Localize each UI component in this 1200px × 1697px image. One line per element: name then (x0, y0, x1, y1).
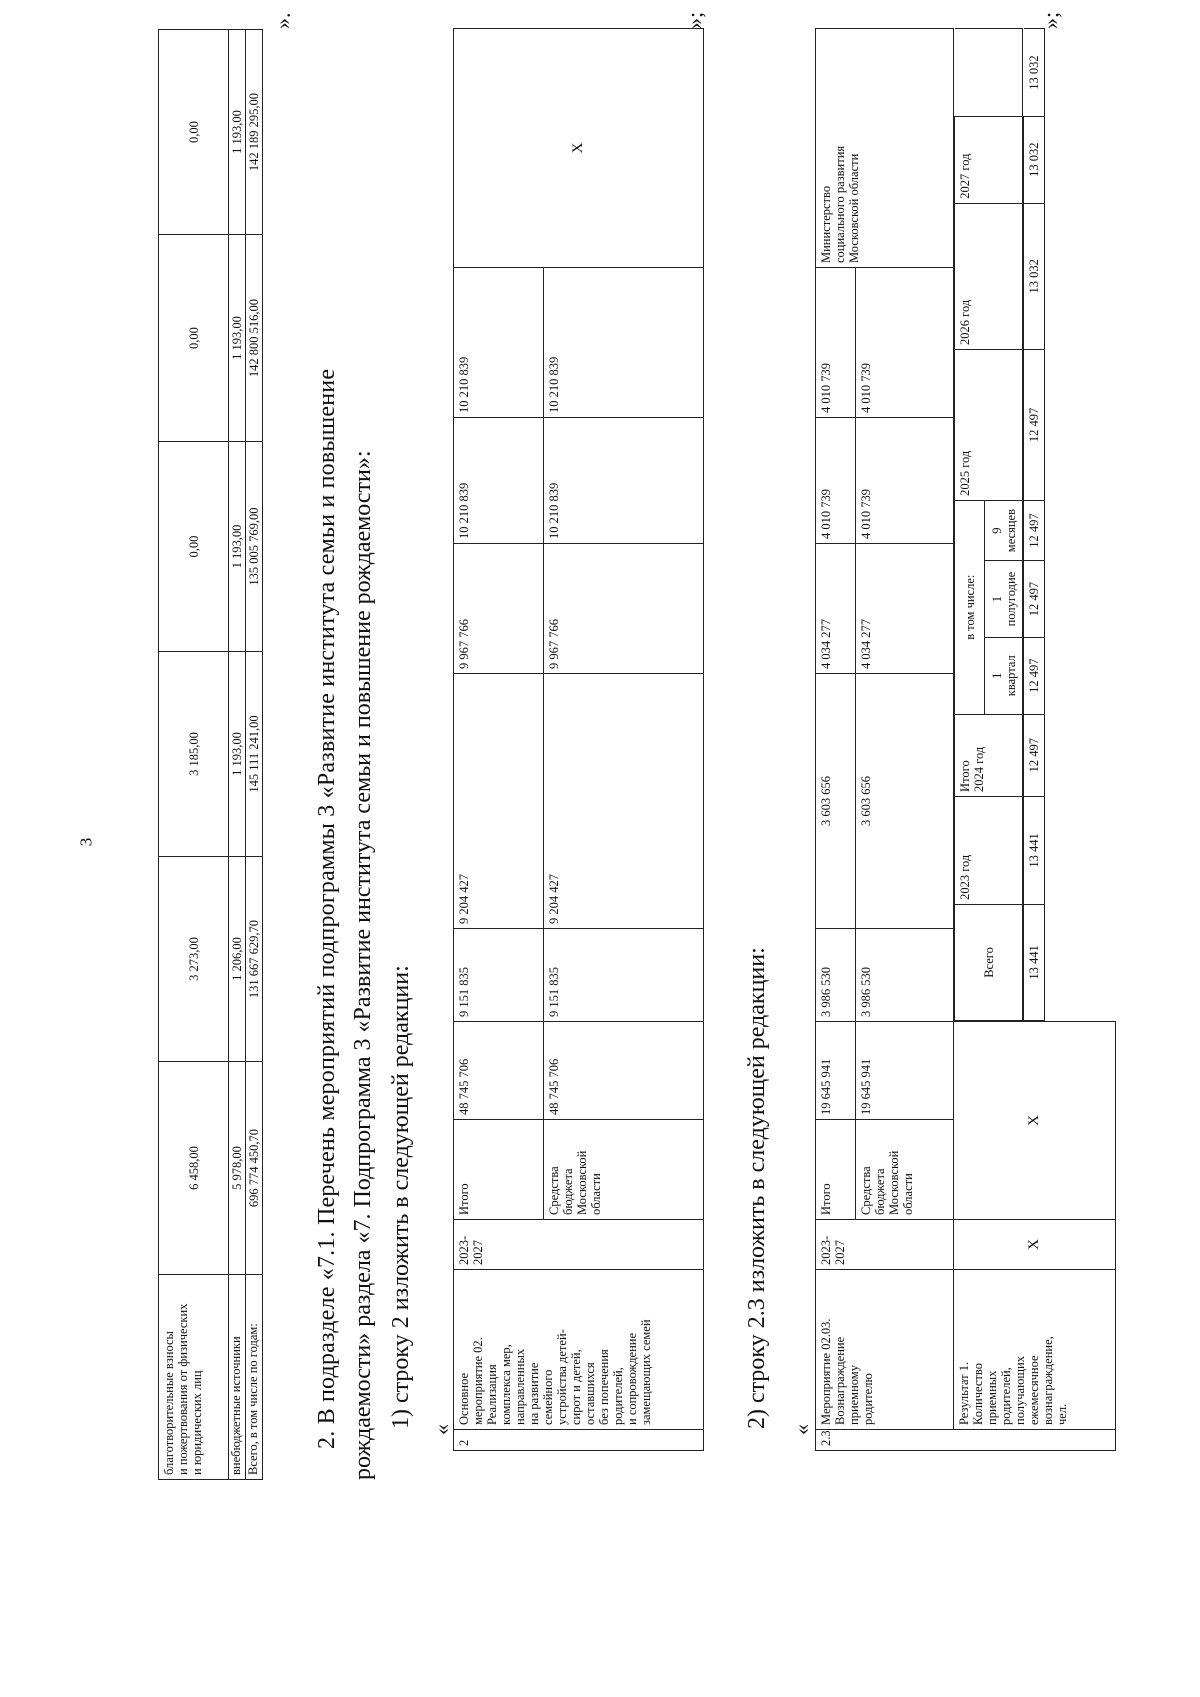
cell: 48 745 706 (454, 1022, 544, 1120)
row-number: 2 (454, 1430, 704, 1451)
period: 2023- 2027 (454, 1220, 704, 1270)
measure-table-row-2 (453, 28, 704, 1451)
cell: 3 603 656 (856, 674, 954, 929)
cell: 4 034 277 (816, 544, 856, 674)
result-value: 13 032 (1024, 116, 1045, 203)
table-row (816, 29, 856, 1451)
cell: 6 458,00 (159, 1062, 229, 1275)
result-value: 13 441 (1024, 796, 1045, 904)
paragraph-line: 2. В подразделе «7.1. Перечень мероприятий подпрограммы 3 «Развитие института семьи и повышение (314, 368, 340, 1449)
financing-table-top (158, 29, 263, 1480)
measure-table-row-2-3 (815, 29, 1116, 1452)
result-value: 12 497 (1024, 349, 1045, 500)
cell: 3 986 530 (816, 929, 856, 1022)
cell: 9 151 835 (544, 929, 704, 1022)
result-header (954, 29, 1023, 1022)
cell: 4 010 739 (816, 418, 856, 544)
header-2026: 2026 год (955, 203, 1023, 349)
header-total: Всего (955, 904, 1023, 1020)
cell: 0,00 (159, 235, 229, 442)
cell: 9 204 427 (454, 674, 544, 929)
cell: 142 800 516,00 (246, 235, 263, 442)
paragraph-line: рождаемости» раздела «7. Подпрограмма 3 «Развитие института семьи и повышение рождаемости»: (350, 450, 376, 1480)
table-row (954, 29, 1024, 1451)
cell: 4 034 277 (856, 544, 954, 674)
table-row (246, 30, 263, 1480)
header-in-that: в том числе: (955, 500, 985, 714)
cell: 1 206,00 (229, 857, 246, 1062)
page-number: 3 (76, 837, 96, 847)
row-label: Всего, в том числе по годам: (246, 1275, 263, 1480)
cell: 131 667 629,70 (246, 857, 263, 1062)
table-row (159, 30, 229, 1480)
cell: 9 204 427 (544, 674, 704, 929)
cell: 3 603 656 (816, 674, 856, 929)
cell: 1 193,00 (229, 652, 246, 857)
header-q1: 1 квартал (985, 637, 1023, 714)
cell: 19 645 941 (816, 1022, 856, 1120)
executor: X (454, 29, 704, 268)
cell: 0,00 (159, 30, 229, 235)
cell: 9 967 766 (544, 544, 704, 674)
table-row (229, 30, 246, 1480)
result-value: 12 497 (1024, 637, 1045, 714)
cell: 1 193,00 (229, 442, 246, 652)
cell: 9 151 835 (454, 929, 544, 1022)
result-value: 12 497 (1024, 714, 1045, 796)
result-value: 12 497 (1024, 561, 1045, 638)
cell: 4 010 739 (816, 268, 856, 418)
period: 2023- 2027 (816, 1220, 954, 1270)
table-row (454, 29, 544, 1451)
cell: 19 645 941 (856, 1022, 954, 1120)
cell: 10 210 839 (454, 268, 544, 418)
cell: 3 273,00 (159, 857, 229, 1062)
cell: 9 967 766 (454, 544, 544, 674)
source: Итого (454, 1120, 544, 1220)
cell: 10 210 839 (544, 418, 704, 544)
source: Итого (816, 1120, 856, 1220)
row-label: благотворительные взносы и пожертвования от физических и юридических лиц (159, 1275, 229, 1480)
closing-quote: ». (270, 12, 295, 29)
header-m9: 9 месяцев (985, 500, 1023, 560)
closing-quote: »; (682, 11, 707, 29)
closing-quote: »; (1038, 11, 1063, 29)
row-number: 2.3 (816, 1430, 1116, 1451)
cell: 135 005 769,00 (246, 442, 263, 652)
cell: 1 193,00 (229, 235, 246, 442)
result-name: Результат 1. Количество приемных родителей, получающих ежемесячное вознаграждение, чел. (954, 1270, 1116, 1430)
cell: 48 745 706 (544, 1022, 704, 1120)
header-itogo-2024: Итого 2024 год (955, 714, 1023, 796)
result-value: 13 032 (1024, 203, 1045, 349)
header-2025: 2025 год (955, 349, 1023, 500)
cell: 1 193,00 (229, 30, 246, 235)
cell: 5 978,00 (229, 1062, 246, 1275)
header-2027: 2027 год (955, 116, 1023, 203)
cell: 696 774 450,70 (246, 1062, 263, 1275)
cell: 4 010 739 (856, 268, 954, 418)
opening-quote: « (789, 1424, 814, 1435)
measure-name: Мероприятие 02.03. Вознаграждение приемному родителю (816, 1270, 954, 1430)
cell: 3 986 530 (856, 929, 954, 1022)
result-value: 13 032 (1024, 29, 1045, 116)
result-values (1023, 29, 1045, 1022)
cell: 142 189 295,00 (246, 30, 263, 235)
x-mark: X (954, 1220, 1116, 1270)
header-h1: 1 полугодие (985, 561, 1023, 638)
measure-name: Основное мероприятие 02. Реализация комплекса мер, направленных на развитие семейного устройства детей- сирот и детей, оставшихся без попечения родителей, и сопровождение замещающих семей (454, 1270, 704, 1430)
result-value: 12 497 (1024, 500, 1045, 560)
cell: 10 210 839 (454, 418, 544, 544)
result-value: 13 441 (1024, 904, 1045, 1020)
paragraph-line: 2) строку 2.3 изложить в следующей редакции: (744, 947, 770, 1429)
opening-quote: « (429, 1424, 454, 1435)
cell: 4 010 739 (856, 418, 954, 544)
cell: 145 111 241,00 (246, 652, 263, 857)
paragraph-line: 1) строку 2 изложить в следующей редакции: (388, 965, 414, 1429)
row-label: внебюджетные источники (229, 1275, 246, 1480)
cell: 0,00 (159, 442, 229, 652)
cell: 3 185,00 (159, 652, 229, 857)
source: Средства бюджета Московской области (856, 1120, 954, 1220)
header-2023: 2023 год (955, 796, 1023, 904)
executor: Министерство социального развития Московской области (816, 29, 954, 268)
x-mark: X (954, 1022, 1116, 1220)
source: Средства бюджета Московской области (544, 1120, 704, 1220)
cell: 10 210 839 (544, 268, 704, 418)
